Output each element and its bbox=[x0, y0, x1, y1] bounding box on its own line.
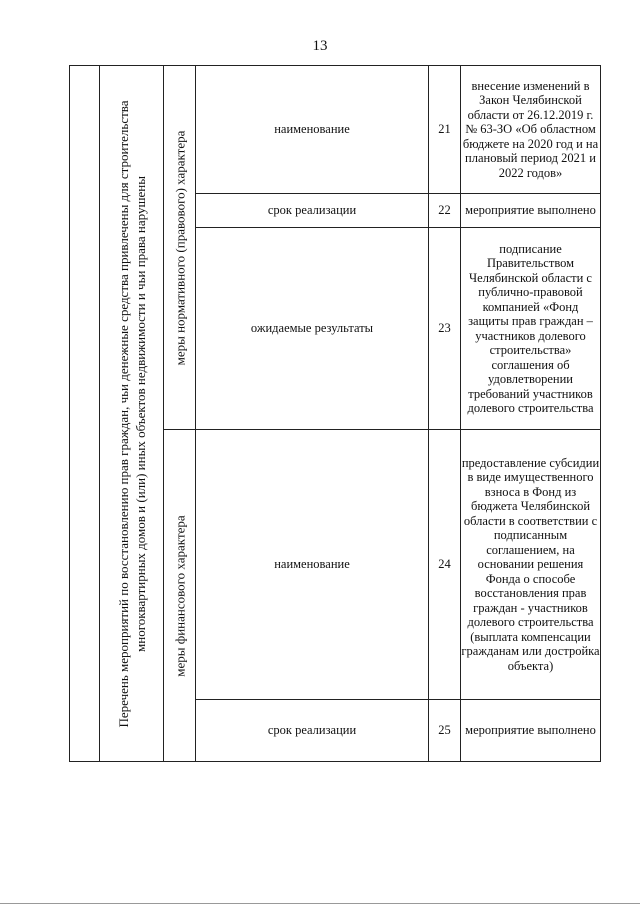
row-number: 25 bbox=[429, 700, 461, 762]
page-bottom-edge bbox=[0, 903, 640, 904]
row-label: наименование bbox=[196, 66, 429, 194]
row-value: мероприятие выполнено bbox=[461, 700, 601, 762]
row-number: 22 bbox=[429, 194, 461, 228]
measures-table bbox=[69, 65, 601, 762]
row-number: 21 bbox=[429, 66, 461, 194]
row-number: 23 bbox=[429, 228, 461, 430]
row-label: наименование bbox=[196, 430, 429, 700]
main-title-cell bbox=[100, 66, 164, 762]
row-number: 24 bbox=[429, 430, 461, 700]
row-value: мероприятие выполнено bbox=[461, 194, 601, 228]
group-title-cell bbox=[164, 66, 196, 430]
row-label: срок реализации bbox=[196, 700, 429, 762]
row-value: внесение изменений в Закон Челябинской области от 26.12.2019 г. № 63-ЗО «Об областном бюджете на 2020 год и на плановый период 2021 и 2022 годов» bbox=[461, 66, 601, 194]
row-label: срок реализации bbox=[196, 194, 429, 228]
row-label: ожидаемые результаты bbox=[196, 228, 429, 430]
main-title: Перечень мероприятий по восстановлению прав граждан, чьи денежные средства привлечены для строительства многоквартирных домов и (или) иных объектов недвижимости и чьи права нарушены bbox=[115, 99, 148, 728]
row-value: предоставление субсидии в виде имущественного взноса в Фонд из бюджета Челябинской области в соответствии с подписанным соглашением, на основании решения Фонда о способе восстановления прав граждан - участников долевого строительства (выплата компенсации гражданам или достройка объекта) bbox=[461, 430, 601, 700]
empty-first-column bbox=[70, 66, 100, 762]
row-value: подписание Правительством Челябинской области с публично-правовой компанией «Фонд защиты прав граждан – участников долевого строительства» соглашения об удовлетворении требований участников долевого строительства bbox=[461, 228, 601, 430]
table-row bbox=[70, 66, 601, 194]
group-title-financial: меры финансового характера bbox=[172, 514, 187, 677]
group-title-normative: меры нормативного (правового) характера bbox=[172, 130, 187, 365]
page-number: 13 bbox=[312, 38, 328, 54]
group-title-cell bbox=[164, 430, 196, 762]
